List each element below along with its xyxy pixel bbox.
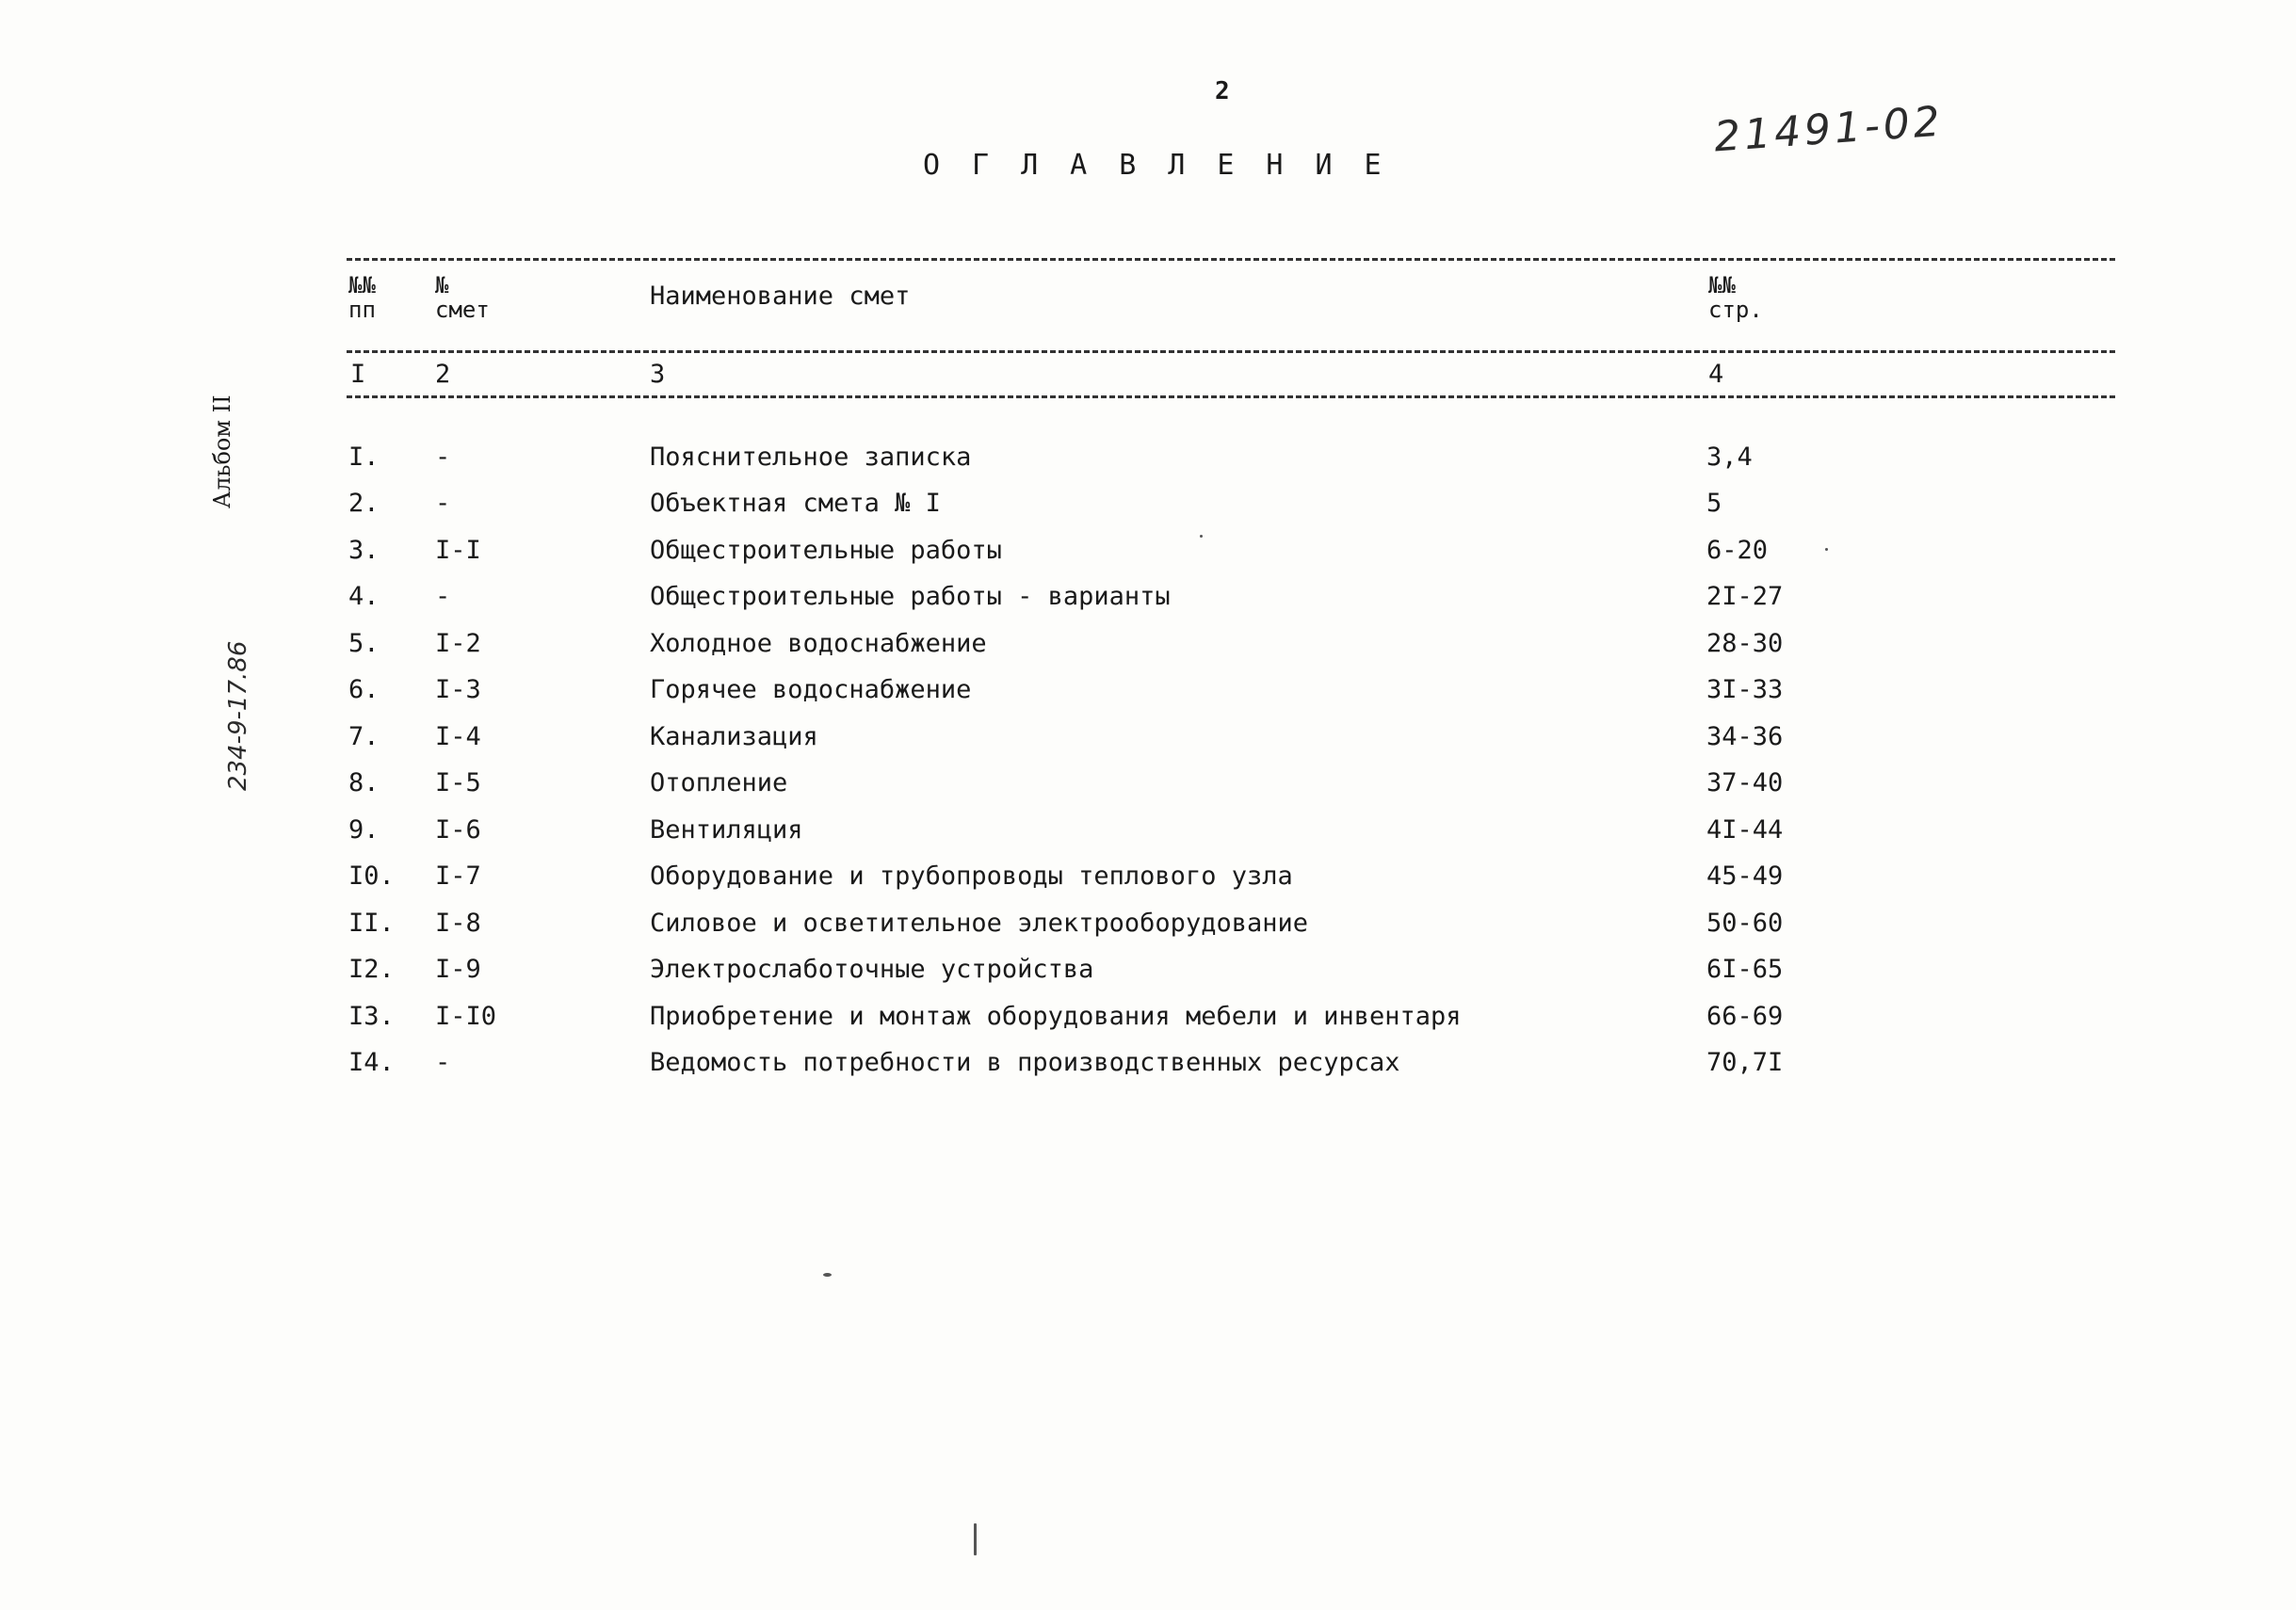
row-estimate-code: I-I0 bbox=[435, 1002, 497, 1031]
row-number: I3. bbox=[348, 1002, 395, 1031]
header-page bbox=[1708, 273, 1763, 322]
row-title: Оборудование и трубопроводы теплового узла bbox=[650, 861, 1293, 891]
row-number: I. bbox=[348, 443, 380, 472]
row-estimate-code: I-9 bbox=[435, 955, 481, 984]
scan-speck bbox=[823, 1273, 832, 1277]
header-name bbox=[650, 284, 910, 309]
scan-speck bbox=[974, 1523, 977, 1555]
row-title: Объектная смета № I bbox=[650, 489, 941, 518]
row-pages: 50-60 bbox=[1706, 909, 1784, 938]
row-title: Холодное водоснабжение bbox=[650, 629, 987, 658]
row-estimate-code: I-6 bbox=[435, 815, 481, 845]
row-estimate-code: - bbox=[435, 489, 451, 518]
row-estimate-code: I-I bbox=[435, 536, 481, 565]
row-number: 3. bbox=[348, 536, 380, 565]
page-title: ОГЛАВЛЕНИЕ bbox=[923, 149, 1414, 182]
row-title: Приобретение и монтаж оборудования мебели и инвентаря bbox=[650, 1002, 1462, 1031]
row-pages: 70,7I bbox=[1706, 1048, 1784, 1077]
header-top-rule bbox=[347, 258, 2115, 261]
header-code bbox=[435, 273, 490, 322]
row-estimate-code: - bbox=[435, 1048, 451, 1077]
row-estimate-code: I-7 bbox=[435, 861, 481, 891]
row-number: 6. bbox=[348, 675, 380, 704]
column-number-2: 2 bbox=[435, 360, 451, 389]
row-title: Пояснительное записка bbox=[650, 443, 972, 472]
row-number: 2. bbox=[348, 489, 380, 518]
row-estimate-code: I-4 bbox=[435, 722, 481, 751]
row-number: 7. bbox=[348, 722, 380, 751]
document-code: 21491-02 bbox=[1712, 97, 1946, 162]
row-estimate-code: I-8 bbox=[435, 909, 481, 938]
header-bottom-rule bbox=[347, 350, 2115, 353]
row-pages: 66-69 bbox=[1706, 1002, 1784, 1031]
header-num-line1: №№ bbox=[348, 272, 376, 298]
row-number: II. bbox=[348, 909, 395, 938]
row-number: 5. bbox=[348, 629, 380, 658]
row-pages: 3I-33 bbox=[1706, 675, 1784, 704]
header-code-line2: смет bbox=[435, 297, 490, 323]
row-pages: 6-20 bbox=[1706, 536, 1769, 565]
header-num bbox=[348, 273, 376, 322]
header-code-line1: № bbox=[435, 272, 449, 298]
row-pages: 6I-65 bbox=[1706, 955, 1784, 984]
row-pages: 5 bbox=[1706, 489, 1722, 518]
row-title: Ведомость потребности в производственных ресурсах bbox=[650, 1048, 1400, 1077]
row-title: Силовое и осветительное электрооборудование bbox=[650, 909, 1308, 938]
row-number: I0. bbox=[348, 861, 395, 891]
row-pages: 45-49 bbox=[1706, 861, 1784, 891]
row-pages: 2I-27 bbox=[1706, 582, 1784, 611]
side-album-label: Альбом II bbox=[209, 394, 235, 508]
row-pages: 28-30 bbox=[1706, 629, 1784, 658]
side-document-code: 234-9-17.86 bbox=[224, 640, 252, 791]
page-number: 2 bbox=[1215, 77, 1230, 105]
row-title: Горячее водоснабжение bbox=[650, 675, 972, 704]
header-page-line1: №№ bbox=[1708, 272, 1736, 298]
scan-speck bbox=[1200, 535, 1203, 538]
header-page-line2: стр. bbox=[1708, 297, 1763, 323]
row-title: Вентиляция bbox=[650, 815, 803, 845]
header-num-line2: пп bbox=[348, 297, 376, 323]
row-number: 8. bbox=[348, 768, 380, 797]
row-title: Общестроительные работы - варианты bbox=[650, 582, 1171, 611]
row-number: 9. bbox=[348, 815, 380, 845]
row-pages: 34-36 bbox=[1706, 722, 1784, 751]
column-number-rule bbox=[347, 395, 2115, 398]
column-number-1: I bbox=[350, 360, 366, 389]
row-title: Общестроительные работы bbox=[650, 536, 1002, 565]
column-number-4: 4 bbox=[1708, 360, 1724, 389]
row-pages: 4I-44 bbox=[1706, 815, 1784, 845]
header-name-text: Наименование смет bbox=[650, 282, 911, 311]
column-number-3: 3 bbox=[650, 360, 666, 389]
row-title: Канализация bbox=[650, 722, 818, 751]
row-number: 4. bbox=[348, 582, 380, 611]
row-number: I4. bbox=[348, 1048, 395, 1077]
row-pages: 37-40 bbox=[1706, 768, 1784, 797]
row-estimate-code: I-5 bbox=[435, 768, 481, 797]
row-title: Отопление bbox=[650, 768, 788, 797]
row-number: I2. bbox=[348, 955, 395, 984]
row-estimate-code: - bbox=[435, 443, 451, 472]
row-estimate-code: - bbox=[435, 582, 451, 611]
row-pages: 3,4 bbox=[1706, 443, 1753, 472]
row-estimate-code: I-3 bbox=[435, 675, 481, 704]
row-title: Электрослаботочные устройства bbox=[650, 955, 1094, 984]
scan-speck bbox=[1825, 548, 1828, 551]
row-estimate-code: I-2 bbox=[435, 629, 481, 658]
